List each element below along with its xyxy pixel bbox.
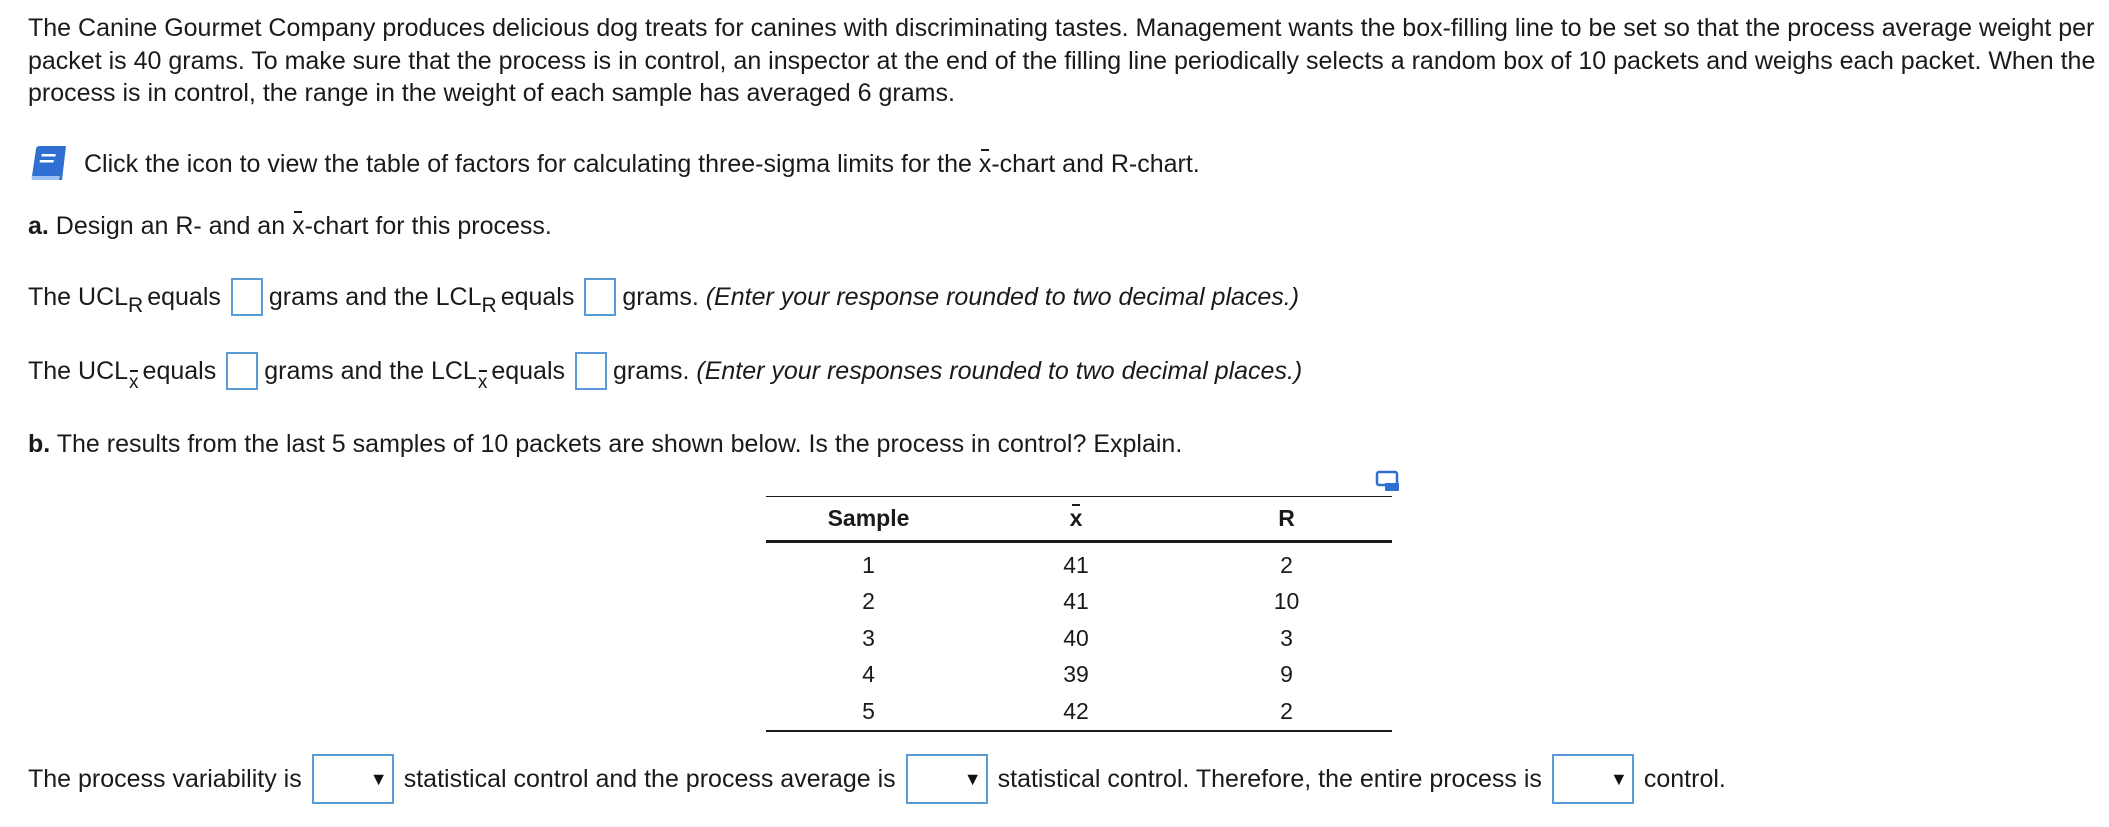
overall-control-dropdown[interactable]	[1552, 754, 1634, 804]
cell-xbar: 40	[1063, 624, 1089, 651]
part-a-heading: a. Design an R- and an x -chart for this process.	[28, 212, 552, 240]
header-sample: Sample	[766, 497, 971, 542]
table-row	[766, 693, 1392, 731]
part-b-heading: b. The results from the last 5 samples of 10 packets are shown below. Is the process in control? Explain.	[28, 430, 1183, 458]
cell-xbar: 41	[1063, 588, 1089, 615]
xbar-symbol: x	[292, 212, 305, 240]
cell-xbar: 39	[1063, 661, 1089, 688]
header-r: R	[1181, 497, 1392, 542]
ucl-r-input[interactable]	[231, 278, 263, 316]
rounding-hint: (Enter your responses rounded to two decimal places.)	[696, 356, 1303, 385]
factors-link-text: Click the icon to view the table of factors for calculating three-sigma limits for the x-chart and R-chart.	[84, 149, 1200, 178]
factors-table-link-row	[30, 144, 1200, 184]
lcl-x-input[interactable]	[575, 352, 607, 390]
chevron-down-icon: ▼	[1609, 768, 1628, 789]
cell-sample: 5	[766, 693, 971, 731]
r-chart-limits-line: The UCL R equals grams and the LCL R equals grams. (Enter your response rounded to two decimal places.)	[28, 278, 1299, 316]
variability-control-dropdown[interactable]	[312, 754, 394, 804]
cell-sample: 4	[862, 661, 875, 688]
cell-sample: 2	[862, 588, 875, 615]
cell-r: 2	[1280, 551, 1293, 578]
chevron-down-icon: ▼	[963, 768, 982, 789]
lcl-r-input[interactable]	[584, 278, 616, 316]
average-control-dropdown[interactable]	[906, 754, 988, 804]
cell-xbar: 41	[1063, 551, 1089, 578]
xbar-symbol: x	[978, 149, 992, 178]
cell-r: 10	[1273, 588, 1300, 615]
conclusion-line: The process variability is ▼ statistical control and the process average is ▼ statistical control. Therefore, the entire process is ▼ control.	[28, 754, 1726, 804]
cell-r: 2	[1181, 693, 1392, 731]
table-row	[766, 584, 1392, 621]
problem-intro: The Canine Gourmet Company produces delicious dog treats for canines with discriminating tastes. Management wants the box-filling line to be set so that the process average weight per packet is 40 grams. To make sure that the process is in control, an inspector at the end of the filling line periodically selects a random box of 10 packets and weighs each packet. When the process is in control, the range in the weight of each sample has averaged 6 grams.	[28, 14, 2096, 107]
table-row	[766, 620, 1392, 657]
header-xbar: x	[971, 497, 1181, 542]
ucl-x-input[interactable]	[226, 352, 258, 390]
table-row	[766, 657, 1392, 694]
copy-icon[interactable]	[1375, 470, 1403, 494]
cell-r: 3	[1280, 624, 1293, 651]
book-icon[interactable]	[30, 145, 70, 183]
chevron-down-icon: ▼	[369, 768, 388, 789]
cell-sample: 1	[862, 551, 875, 578]
cell-r: 9	[1280, 661, 1293, 688]
cell-sample: 3	[862, 624, 875, 651]
rounding-hint: (Enter your response rounded to two decimal places.)	[705, 282, 1300, 311]
cell-xbar: 42	[971, 693, 1181, 731]
table-row	[766, 542, 1392, 584]
samples-table	[766, 496, 1392, 732]
x-chart-limits-line: The UCL x equals grams and the LCL x equals grams. (Enter your responses rounded to two decimal places.)	[28, 352, 1302, 390]
